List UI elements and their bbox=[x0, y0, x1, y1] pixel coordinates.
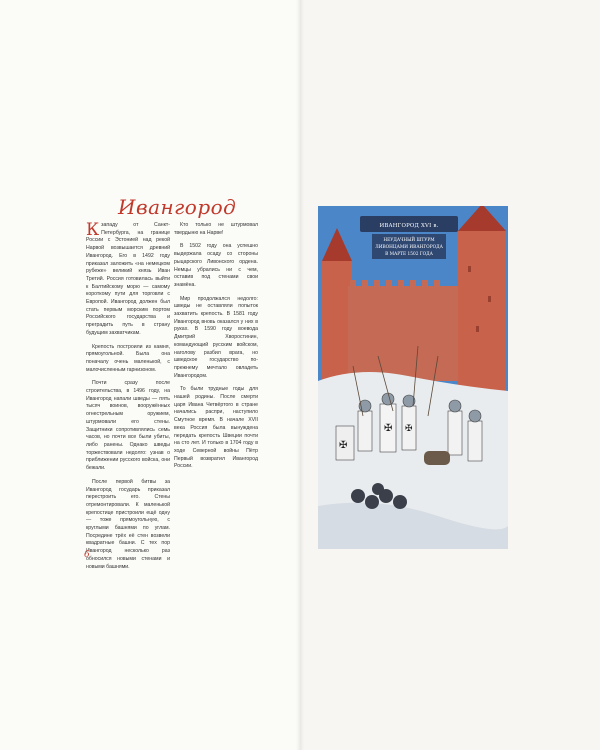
page-number: 6 bbox=[84, 550, 90, 560]
caption-line: В МАРТЕ 1502 ГОДА bbox=[385, 252, 433, 257]
paragraph: После первой битвы за Ивангород государь приказал перестроить его. Стены отремонтировали. К маленькой крепостице пристроили ещё одну — тоже прямоугольную, с круглыми башнями по углам. Посредине трёх её стен возвели квадратные башни. С тех пор Ивангород несколько раз обносился новыми стенами и новыми башнями. bbox=[86, 478, 170, 570]
paragraph: Мир продолжался недолго: шведы не оставляли попыток захватить крепость. В 1581 году Ивангород вновь оказался у них в руках. В 1590 году воевода Дмитрий Хворостинин, командующий русским войском, наголову разбил врага, но шведское государство по-прежнему мечтало овладеть Ивангородом. bbox=[174, 295, 258, 379]
text-column-1 bbox=[86, 222, 170, 577]
paragraph: В 1502 году она успешно выдержала осаду со стороны рыцарского Ливонского ордена. Немцы убрались ни с чем, оставив под стенами свои знамёна. bbox=[174, 243, 258, 288]
text-column-2 bbox=[174, 222, 258, 477]
paragraph: То были трудные годы для нашей родины. После смерти царя Ивана Четвёртого в стране начались распри, наступило Смутное время. В начале XVII века Россия была вынуждена передать крепость Швеции почти на сто лет. И только в 1704 году в ходе Северной войны Пётр Первый возвратил Ивангород России. bbox=[174, 386, 258, 470]
fortress-wall bbox=[348, 286, 468, 381]
paragraph: Кто только не штурмовал твердыню на Нарве! bbox=[174, 222, 258, 236]
caption-line: НЕУДАЧНЫЙ ШТУРМ bbox=[383, 238, 435, 243]
page-title: Ивангород bbox=[118, 195, 237, 219]
page-gutter bbox=[296, 0, 304, 750]
svg-text:✠: ✠ bbox=[384, 423, 393, 434]
banner-title: ИВАНГОРОД XVI в. bbox=[379, 223, 439, 229]
fortress-illustration bbox=[318, 206, 508, 549]
paragraph: Кзападу от Санкт-Петербурга, на границе России с Эстонией над рекой Нарвой возвышается древний Ивангород. Его в 1492 году приказал заложить «на немецком рубеже» великий князь Иван Третий. Россия готовилась выйти к Балтийскому морю — самому короткому пути для торговли с Европой. Ивангород должен был стать первым морским портом Российского государства и преградить путь в страну будущим захватчикам. bbox=[86, 220, 170, 336]
right-tower bbox=[458, 231, 506, 401]
caption-line: ЛИВОНЦАМИ ИВАНГОРОДА bbox=[375, 245, 443, 250]
left-tower bbox=[322, 261, 352, 381]
paragraph: Крепость построили из камня, прямоугольной. Была она поначалу очень маленькой, с малочисленным гарнизоном. bbox=[86, 343, 170, 373]
svg-text:✠: ✠ bbox=[339, 440, 348, 451]
svg-text:✠: ✠ bbox=[405, 424, 413, 434]
cannon bbox=[424, 451, 450, 465]
paragraph: Почти сразу после строительства, в 1496 году, на Ивангород напали шведы — пять тысяч воинов, вооружённых огнестрельным оружием, штурмовали его стены. Защитники сопротивлялись семь часов, но почти все были убиты, либо ранены. Однако шведы торжествовали недолго: узнав о приближении русского войска, они бежали. bbox=[86, 380, 170, 472]
drop-cap: К bbox=[86, 220, 100, 240]
